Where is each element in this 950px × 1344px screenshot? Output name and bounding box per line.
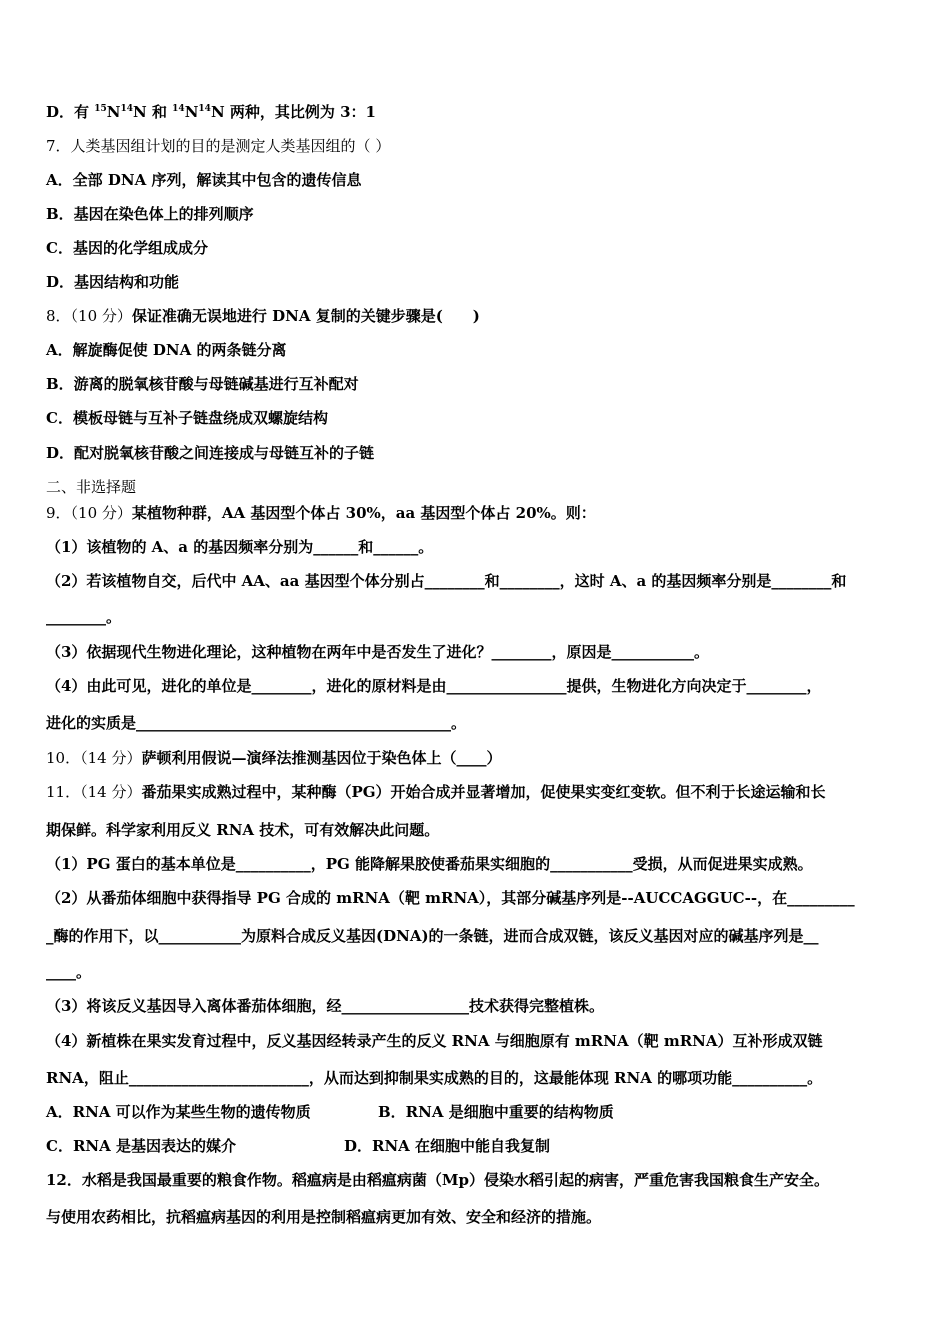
q9-part-1: （1）该植物的 A、a 的基因频率分别为______和______。 [46, 538, 434, 556]
q9-part-2: （2）若该植物自交，后代中 AA、aa 基因型个体分别占________和________，这时 A、a 的基因频率分别是________和 [46, 572, 847, 590]
q9-part-4: （4）由此可见，进化的单位是________，进化的原材料是由________________提供，生物进化方向决定于________， [46, 677, 822, 695]
q11-option-c: C．RNA 是基因表达的媒介 [46, 1137, 236, 1155]
q8-option-b: B．游离的脱氧核苷酸与母链碱基进行互补配对 [46, 375, 359, 393]
superscript-15: 15 [94, 104, 107, 114]
q11-part-4-cont: RNA，阻止________________________，从而达到抑制果实成熟的目的，这最能体现 RNA 的哪项功能__________。 [46, 1069, 823, 1087]
section-heading: 二、非选择题 [46, 478, 137, 496]
q10-stem: 萨顿利用假说—演绎法推测基因位于染色体上（____） [141, 749, 502, 767]
q11-part-2: （2）从番茄体细胞中获得指导 PG 合成的 mRNA（靶 mRNA），其部分碱基序列是--AUCCAGGUC--，在_________ [46, 889, 855, 907]
q6-option-d [46, 102, 908, 122]
q12-line-2: 与使用农药相比，抗稻瘟病基因的利用是控制稻瘟病更加有效、安全和经济的措施。 [46, 1208, 602, 1226]
q9-part-4-cont: 进化的实质是__________________________________________。 [46, 714, 467, 732]
q12-line-1 [46, 1170, 908, 1190]
q9-part-3: （3）依据现代生物进化理论，这种植物在两年中是否发生了进化？________，原因是___________。 [46, 643, 709, 661]
q11-stem-cont: 期保鲜。科学家利用反义 RNA 技术，可有效解决此问题。 [46, 821, 440, 839]
q10-stem-line [46, 748, 908, 768]
q11-option-b: B．RNA 是细胞中重要的结构物质 [378, 1103, 614, 1121]
q8-stem-line [46, 306, 908, 326]
q7-option-a: A．全部 DNA 序列，解读其中包含的遗传信息 [46, 171, 362, 189]
q11-part-4: （4）新植株在果实发育过程中，反义基因经转录产生的反义 RNA 与细胞原有 mRNA（靶 mRNA）互补形成双链 [46, 1032, 823, 1050]
q8-option-d: D．配对脱氧核苷酸之间连接成与母链互补的子链 [46, 444, 375, 462]
q6-n: N [184, 103, 199, 121]
q11-number: 11．（14 分） [46, 783, 142, 801]
q8-option-a: A．解旋酶促使 DNA 的两条链分离 [46, 341, 287, 359]
q8-option-c: C．模板母链与互补子链盘绕成双螺旋结构 [46, 409, 328, 427]
q11-part-2-cont: _酶的作用下，以___________为原料合成反义基因(DNA)的一条链，进而合成双链，该反义基因对应的碱基序列是__ [46, 927, 819, 945]
q6-d-suffix: N 两种，其比例为 3：1 [210, 103, 376, 121]
q11-option-d: D．RNA 在细胞中能自我复制 [344, 1137, 551, 1155]
q9-number: 9．（10 分） [46, 504, 132, 522]
q11-stem-line [46, 782, 908, 802]
q7-stem: 7．人类基因组计划的目的是测定人类基因组的（ ） [46, 137, 391, 155]
q8-stem: 保证准确无误地进行 DNA 复制的关键步骤是( ) [131, 307, 480, 325]
q11-part-3: （3）将该反义基因导入离体番茄体细胞，经_________________技术获得完整植株。 [46, 997, 604, 1015]
q6-d-prefix: D．有 [46, 103, 95, 121]
superscript-14: 14 [198, 104, 211, 114]
superscript-14: 14 [172, 104, 185, 114]
q11-stem: 番茄果实成熟过程中，某种酶（PG）开始合成并显著增加，促使果实变红变软。但不利于长途运输和长 [141, 783, 826, 801]
superscript-14: 14 [120, 104, 134, 114]
q11-options-row-1 [46, 1102, 908, 1122]
q7-option-b: B．基因在染色体上的排列顺序 [46, 205, 254, 223]
q9-part-2-cont: ________。 [46, 608, 122, 626]
q7-option-c: C．基因的化学组成成分 [46, 239, 208, 257]
q11-option-a: A．RNA 可以作为某些生物的遗传物质 [46, 1103, 311, 1121]
q10-number: 10．（14 分） [46, 749, 142, 767]
q9-stem: 某植物种群，AA 基因型个体占 30%，aa 基因型个体占 20%。则： [131, 504, 596, 522]
q9-stem-line [46, 503, 908, 523]
q6-n: N [106, 103, 121, 121]
q11-part-2-cont2: ____。 [46, 963, 92, 981]
q8-number: 8．（10 分） [46, 307, 132, 325]
q12-stem: 12．水稻是我国最重要的粮食作物。稻瘟病是由稻瘟病菌（Mp）侵染水稻引起的病害，严重危害我国粮食生产安全。 [46, 1171, 829, 1189]
q6-n-and: N 和 [133, 103, 173, 121]
q7-option-d: D．基因结构和功能 [46, 273, 180, 291]
q11-options-row-2 [46, 1136, 908, 1156]
q11-part-1: （1）PG 蛋白的基本单位是__________，PG 能降解果胶使番茄果实细胞的___________受损，从而促进果实成熟。 [46, 855, 813, 873]
